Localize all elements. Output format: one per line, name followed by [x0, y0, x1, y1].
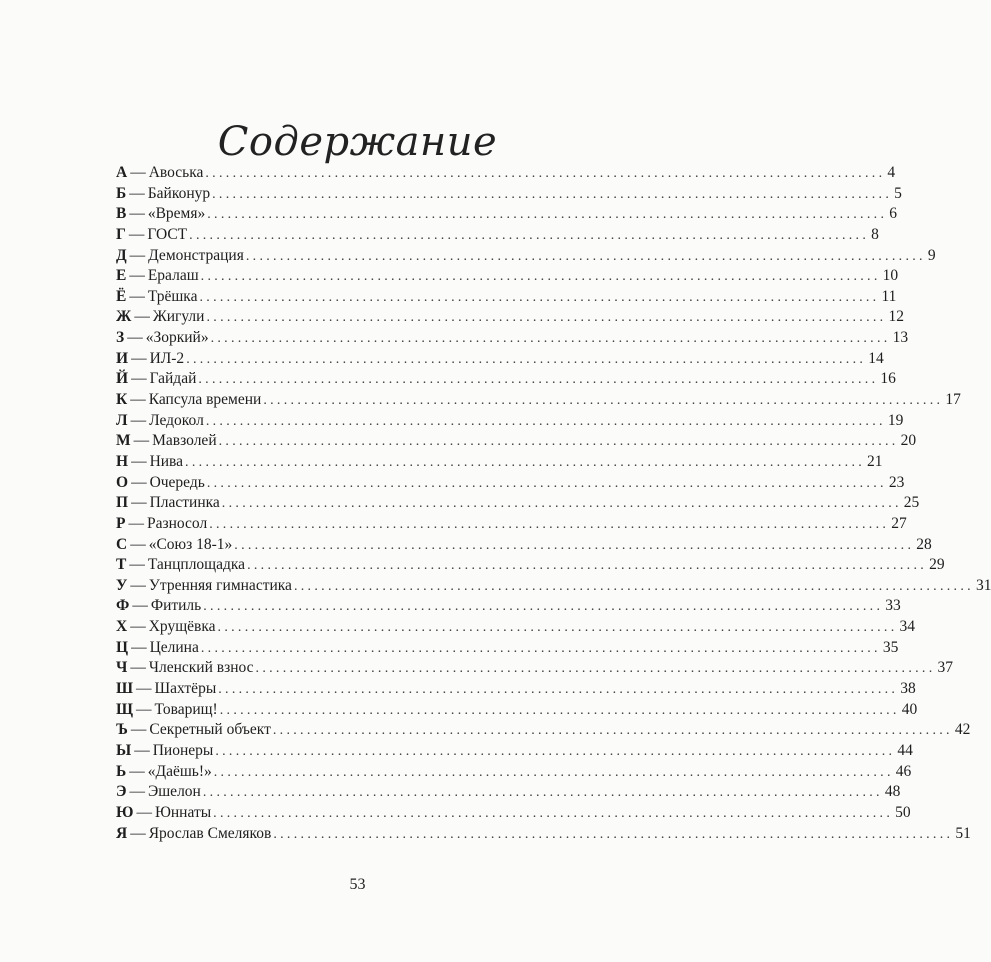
toc-entry	[116, 246, 936, 267]
toc-page-number: 12	[888, 308, 904, 326]
toc-letter: Ё	[116, 287, 127, 305]
toc-dash: —	[136, 700, 152, 718]
dot-leader: ....................................................................................................	[221, 496, 902, 512]
toc-title: Членский взнос	[148, 659, 254, 677]
toc-dash: —	[131, 370, 147, 388]
toc-title: Секретный объект	[149, 721, 271, 739]
dot-leader: ....................................................................................................	[273, 826, 954, 842]
toc-entry	[116, 535, 932, 556]
toc-title: Нива	[149, 452, 184, 470]
dot-leader: ....................................................................................................	[212, 186, 893, 202]
toc-page-number: 40	[901, 700, 918, 718]
dot-leader: ....................................................................................................	[207, 207, 888, 223]
toc-dash: —	[129, 246, 146, 264]
toc-letter: Э	[116, 783, 127, 801]
toc-page-number: 31	[975, 576, 991, 594]
toc-title: Фитиль	[150, 597, 202, 615]
toc-title: Капсула времени	[148, 391, 262, 409]
toc-letter: Ф	[116, 597, 130, 615]
toc-title: Трёшка	[147, 287, 198, 305]
toc-title: Жигули	[152, 308, 205, 326]
toc-page-number: 11	[881, 287, 897, 305]
dot-leader: ....................................................................................................	[206, 310, 887, 326]
toc-dash: —	[130, 164, 146, 181]
toc-entry	[116, 493, 920, 514]
dot-leader: ....................................................................................................	[185, 454, 866, 470]
toc-title: «Союз 18-1»	[148, 535, 233, 553]
dot-leader: ....................................................................................................	[217, 620, 898, 636]
dot-leader: ....................................................................................................	[206, 475, 887, 491]
toc-page-number: 4	[887, 164, 896, 181]
toc-dash: —	[129, 184, 145, 202]
dot-leader: ....................................................................................................	[213, 764, 894, 780]
toc-entry	[116, 720, 971, 741]
toc-page-number: 50	[895, 803, 911, 821]
toc-dash: —	[131, 452, 147, 470]
toc-page-number: 16	[880, 370, 896, 388]
dot-leader: ....................................................................................................	[199, 289, 880, 305]
dot-leader: ....................................................................................................	[203, 599, 884, 615]
dot-leader: ....................................................................................................	[247, 558, 928, 574]
toc-dash: —	[130, 576, 146, 594]
toc-dash: —	[129, 556, 145, 574]
toc-dash: —	[134, 308, 150, 326]
toc-dash: —	[136, 680, 152, 698]
toc-entry	[116, 576, 991, 597]
toc-page-number: 33	[885, 597, 901, 615]
toc-title: «Даёшь!»	[147, 762, 212, 780]
toc-entry	[116, 803, 911, 824]
toc-page-number: 27	[891, 514, 907, 532]
toc-letter: Ш	[116, 680, 134, 698]
toc-title: Очередь	[149, 473, 205, 491]
toc-letter: Й	[116, 370, 129, 388]
toc-letter: И	[116, 349, 129, 367]
toc-dash: —	[129, 762, 145, 780]
toc-page-number: 28	[916, 535, 932, 553]
dot-leader: ....................................................................................................	[209, 516, 890, 532]
toc-title: Юннаты	[154, 803, 212, 821]
toc-dash: —	[130, 721, 147, 739]
toc-page-number: 44	[897, 741, 913, 759]
toc-title: ГОСТ	[147, 225, 188, 243]
toc-entry	[116, 762, 912, 783]
toc-entry	[116, 184, 902, 205]
toc-letter: Л	[116, 411, 128, 429]
toc-page-number: 10	[882, 267, 899, 285]
dot-leader: ....................................................................................................	[219, 702, 900, 718]
toc-page-number: 46	[895, 762, 912, 780]
toc-entry	[116, 555, 945, 576]
toc-title: Байконур	[147, 184, 211, 202]
toc-dash: —	[130, 391, 146, 409]
toc-letter: Г	[116, 225, 126, 243]
toc-page-number: 17	[945, 391, 961, 409]
toc-entry	[116, 596, 901, 617]
toc-title: Пластинка	[149, 494, 220, 512]
toc-title: Авоська	[148, 164, 204, 181]
toc-page-number: 8	[871, 225, 879, 243]
toc-letter: Д	[116, 246, 127, 264]
toc-letter: Ч	[116, 659, 128, 677]
toc-dash: —	[134, 741, 150, 759]
toc-letter: Е	[116, 267, 127, 285]
toc-page-number: 23	[888, 473, 905, 491]
toc-dash: —	[128, 514, 144, 532]
toc-letter: В	[116, 205, 127, 223]
toc-dash: —	[136, 803, 152, 821]
toc-title: Демонстрация	[148, 246, 244, 264]
dot-leader: ....................................................................................................	[272, 723, 953, 739]
toc-page-number: 38	[900, 680, 916, 698]
toc-page-number: 19	[887, 411, 904, 429]
dot-leader: ....................................................................................................	[234, 537, 915, 553]
toc-dash: —	[131, 494, 147, 512]
toc-entry	[116, 617, 916, 638]
toc-entry	[116, 679, 916, 700]
toc-title: Пионеры	[152, 741, 214, 759]
table-of-contents	[116, 163, 991, 844]
toc-dash: —	[128, 225, 145, 243]
toc-letter: Т	[116, 556, 127, 574]
toc-title: Утренняя гимнастика	[148, 576, 292, 594]
dot-leader: ....................................................................................................	[245, 248, 926, 264]
toc-dash: —	[129, 267, 145, 285]
toc-entry	[116, 266, 899, 287]
toc-dash: —	[131, 349, 147, 367]
toc-title: Мавзолей	[152, 432, 217, 450]
toc-page-number: 42	[954, 721, 971, 739]
toc-entry	[116, 163, 896, 184]
toc-letter: Ь	[116, 762, 127, 780]
toc-title: Шахтёры	[154, 680, 217, 698]
toc-dash: —	[129, 287, 145, 305]
toc-letter: Х	[116, 618, 128, 636]
toc-page-number: 9	[927, 246, 936, 264]
toc-entry	[116, 225, 879, 246]
toc-dash: —	[132, 597, 148, 615]
toc-letter: З	[116, 329, 125, 347]
toc-letter: А	[116, 164, 128, 181]
page-number: 53	[349, 876, 366, 893]
toc-letter: П	[116, 494, 129, 512]
toc-title: Ярослав Смеляков	[148, 824, 272, 842]
toc-page-number: 37	[937, 659, 954, 677]
toc-page-number: 14	[868, 349, 884, 367]
toc-dash: —	[130, 659, 146, 677]
dot-leader: ....................................................................................................	[218, 682, 899, 698]
toc-entry	[116, 411, 904, 432]
toc-page-number: 13	[892, 329, 909, 347]
toc-title: ИЛ-2	[149, 349, 185, 367]
toc-letter: М	[116, 432, 131, 450]
dot-leader: ....................................................................................................	[210, 331, 891, 347]
toc-letter: Ю	[116, 803, 134, 821]
dot-leader: ....................................................................................................	[198, 372, 879, 388]
dot-leader: ....................................................................................................	[293, 578, 974, 594]
toc-title: Танцплощадка	[147, 556, 246, 574]
dot-leader: ....................................................................................................	[200, 269, 881, 285]
toc-title: Ледокол	[149, 411, 204, 429]
toc-letter: Ц	[116, 638, 129, 656]
toc-dash: —	[130, 824, 146, 842]
toc-letter: Ы	[116, 741, 132, 759]
toc-page-number: 20	[900, 432, 917, 450]
toc-letter: У	[116, 576, 128, 594]
toc-letter: О	[116, 473, 129, 491]
toc-page-number: 21	[867, 452, 883, 470]
toc-entry	[116, 473, 905, 494]
toc-page-number: 35	[882, 638, 899, 656]
toc-dash: —	[129, 205, 145, 223]
toc-entry	[116, 287, 897, 308]
toc-dash: —	[131, 638, 147, 656]
toc-title: Разносол	[146, 514, 208, 532]
dot-leader: ....................................................................................................	[205, 413, 886, 429]
toc-entry	[116, 658, 954, 679]
toc-entry	[116, 824, 971, 845]
dot-leader: ....................................................................................................	[215, 743, 896, 759]
dot-leader: ....................................................................................................	[255, 661, 936, 677]
toc-page-number: 25	[903, 494, 920, 512]
toc-entry	[116, 638, 899, 659]
toc-page-number: 48	[884, 783, 901, 801]
toc-dash: —	[133, 432, 150, 450]
toc-dash: —	[131, 473, 147, 491]
toc-page-number: 29	[929, 556, 945, 574]
dot-leader: ....................................................................................................	[205, 166, 886, 181]
toc-letter: Н	[116, 452, 129, 470]
toc-entry	[116, 514, 907, 535]
toc-entry	[116, 369, 896, 390]
page-title: Содержание	[217, 119, 498, 165]
toc-entry	[116, 204, 897, 225]
toc-title: Эшелон	[148, 783, 201, 801]
toc-entry	[116, 741, 913, 762]
toc-dash: —	[130, 535, 146, 553]
dot-leader: ....................................................................................................	[263, 393, 944, 409]
toc-title: Ералаш	[147, 267, 199, 285]
dot-leader: ....................................................................................................	[213, 805, 894, 821]
toc-letter: К	[116, 391, 128, 409]
toc-letter: Я	[116, 824, 128, 842]
toc-page-number: 5	[894, 184, 902, 202]
dot-leader: ....................................................................................................	[218, 434, 899, 450]
toc-entry	[116, 782, 901, 803]
toc-letter: Ж	[116, 308, 132, 326]
toc-title: «Зоркий»	[145, 329, 209, 347]
toc-letter: Щ	[116, 700, 134, 718]
toc-title: Хрущёвка	[148, 618, 216, 636]
toc-title: Товарищ!	[154, 700, 218, 718]
toc-title: «Время»	[147, 205, 206, 223]
toc-letter: Ъ	[116, 721, 128, 739]
toc-dash: —	[127, 329, 143, 347]
toc-title: Гайдай	[149, 370, 197, 388]
toc-entry	[116, 431, 917, 452]
toc-dash: —	[130, 618, 146, 636]
toc-dash: —	[129, 783, 146, 801]
toc-page-number: 51	[955, 824, 971, 842]
toc-letter: Б	[116, 184, 127, 202]
toc-letter: С	[116, 535, 128, 553]
toc-page-number: 6	[889, 205, 897, 223]
dot-leader: ....................................................................................................	[186, 351, 867, 367]
dot-leader: ....................................................................................................	[189, 227, 870, 243]
toc-entry	[116, 349, 884, 370]
toc-page-number: 34	[899, 618, 916, 636]
toc-dash: —	[130, 411, 147, 429]
dot-leader: ....................................................................................................	[200, 640, 881, 656]
dot-leader: ....................................................................................................	[202, 785, 883, 801]
toc-entry	[116, 390, 961, 411]
toc-entry	[116, 307, 904, 328]
toc-entry	[116, 452, 883, 473]
toc-entry	[116, 700, 918, 721]
toc-title: Целина	[149, 638, 199, 656]
toc-entry	[116, 328, 909, 349]
toc-letter: Р	[116, 514, 126, 532]
